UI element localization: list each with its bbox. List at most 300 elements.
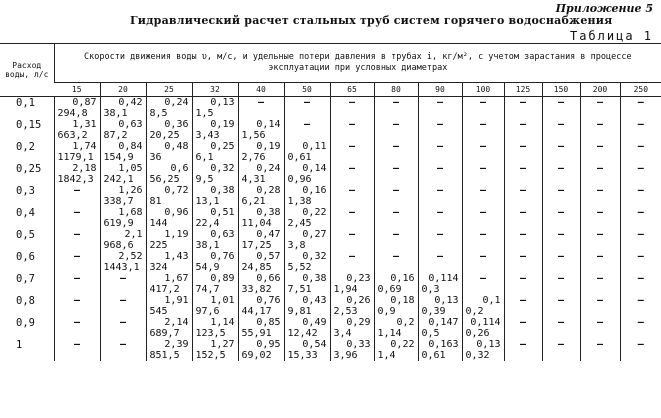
pressure-loss-value: 619,9: [103, 218, 134, 229]
empty-dash: —: [348, 97, 356, 108]
empty-dash: —: [73, 229, 81, 240]
value-cell: [462, 119, 504, 141]
pressure-loss-value: 0,26: [465, 328, 490, 339]
table-row: [0, 251, 661, 273]
pressure-loss-value: 1,5: [195, 108, 214, 119]
diameter-header: 20: [100, 83, 146, 97]
table-row: [0, 185, 661, 207]
empty-dash: —: [73, 251, 81, 262]
pressure-loss-value: 36: [149, 152, 162, 163]
flow-rate-cell: 0,25: [16, 163, 42, 175]
pressure-loss-value: 0,69: [377, 284, 402, 295]
table-row: [0, 229, 661, 251]
pressure-loss-value: 13,1: [195, 196, 220, 207]
value-cell: [462, 97, 504, 120]
empty-dash: —: [637, 251, 644, 262]
pressure-loss-value: 0,39: [421, 306, 446, 317]
value-cell: [146, 273, 192, 295]
value-cell: [580, 97, 620, 120]
value-cell: [620, 141, 661, 163]
pressure-loss-value: 6,1: [195, 152, 214, 163]
empty-dash: —: [73, 295, 81, 306]
flow-rate-cell: 0,9: [16, 317, 35, 329]
value-cell: [580, 229, 620, 251]
pressure-loss-value: 152,5: [195, 350, 226, 361]
empty-dash: —: [73, 317, 81, 328]
empty-dash: —: [348, 185, 356, 196]
pressure-loss-value: 123,5: [195, 328, 226, 339]
pressure-loss-value: 0,9: [377, 306, 396, 317]
pressure-loss-value: 6,21: [241, 196, 266, 207]
document-title: Гидравлический расчет стальных труб систем горячего водоснабжения: [130, 14, 613, 27]
value-cell: [238, 273, 284, 295]
pressure-loss-value: 22,4: [195, 218, 220, 229]
velocity-value: 1,26: [118, 185, 143, 196]
empty-dash: —: [519, 97, 527, 108]
pressure-loss-value: 3,96: [333, 350, 358, 361]
velocity-value: 2,18: [72, 163, 97, 174]
value-cell: [284, 163, 330, 185]
velocity-value: 0,13: [210, 97, 235, 108]
value-cell: [374, 229, 418, 251]
velocity-value: 0,43: [302, 295, 327, 306]
empty-dash: —: [596, 295, 604, 306]
value-cell: [284, 229, 330, 251]
empty-dash: —: [519, 273, 527, 284]
value-cell: [100, 185, 146, 207]
empty-dash: —: [348, 163, 356, 174]
velocity-value: 1,05: [118, 163, 143, 174]
value-cell: [146, 295, 192, 317]
value-cell: [374, 119, 418, 141]
velocity-value: 0,13: [434, 295, 459, 306]
pressure-loss-value: 0,61: [421, 350, 446, 361]
empty-dash: —: [348, 119, 356, 130]
value-cell: [620, 163, 661, 185]
velocity-value: 2,1: [124, 229, 143, 240]
value-cell: [374, 141, 418, 163]
value-cell: [54, 273, 100, 295]
value-cell: [374, 273, 418, 295]
hydraulic-table: [0, 43, 661, 361]
value-cell: [620, 185, 661, 207]
appendix-label: Приложение 5: [555, 2, 653, 15]
velocity-value: 0,27: [302, 229, 327, 240]
velocity-value: 0,76: [210, 251, 235, 262]
velocity-value: 0,18: [390, 295, 415, 306]
value-cell: [418, 119, 462, 141]
value-cell: [192, 229, 238, 251]
value-cell: [418, 163, 462, 185]
empty-dash: —: [557, 97, 565, 108]
velocity-value: 1,19: [164, 229, 189, 240]
velocity-value: 0,38: [256, 207, 281, 218]
pressure-loss-value: 144: [149, 218, 168, 229]
value-cell: [238, 251, 284, 273]
flow-rate-cell: 0,4: [16, 207, 35, 219]
value-cell: [146, 207, 192, 229]
empty-dash: —: [119, 317, 127, 328]
velocity-value: 0,14: [302, 163, 327, 174]
value-cell: [504, 251, 542, 273]
value-cell: [100, 273, 146, 295]
empty-dash: —: [557, 185, 565, 196]
diameter-header: 125: [504, 83, 542, 97]
empty-dash: —: [557, 273, 565, 284]
value-cell: [284, 273, 330, 295]
pressure-loss-value: 1,14: [377, 328, 402, 339]
velocity-value: 0,11: [302, 141, 327, 152]
pressure-loss-value: 56,25: [149, 174, 180, 185]
flow-rate-cell: 0,7: [16, 273, 35, 285]
pressure-loss-value: 1443,1: [103, 262, 140, 273]
pressure-loss-value: 1179,1: [57, 152, 94, 163]
pressure-loss-value: 81: [149, 196, 162, 207]
diameter-header: 25: [146, 83, 192, 97]
flow-rate-cell: 0,2: [16, 141, 35, 153]
empty-dash: —: [596, 317, 604, 328]
empty-dash: —: [596, 185, 604, 196]
empty-dash: —: [392, 207, 400, 218]
pressure-loss-value: 20,25: [149, 130, 180, 141]
empty-dash: —: [637, 119, 644, 130]
empty-dash: —: [519, 317, 527, 328]
value-cell: [146, 185, 192, 207]
value-cell: [504, 119, 542, 141]
velocity-value: 1,91: [164, 295, 189, 306]
velocity-value: 0,63: [118, 119, 143, 130]
empty-dash: —: [436, 119, 444, 130]
pressure-loss-value: 1,56: [241, 130, 266, 141]
value-cell: [146, 339, 192, 361]
value-cell: [146, 317, 192, 339]
velocity-value: 0,63: [210, 229, 235, 240]
pressure-loss-value: 3,43: [195, 130, 220, 141]
value-cell: [620, 251, 661, 273]
empty-dash: —: [479, 141, 487, 152]
diameter-header: 50: [284, 83, 330, 97]
diameter-header: 15: [54, 83, 100, 97]
value-cell: [504, 207, 542, 229]
pressure-loss-value: 324: [149, 262, 168, 273]
velocity-value: 0,2: [396, 317, 415, 328]
value-cell: [374, 251, 418, 273]
value-cell: [374, 295, 418, 317]
pressure-loss-value: 9,81: [287, 306, 312, 317]
empty-dash: —: [557, 317, 565, 328]
table-row: [0, 339, 661, 361]
value-cell: [374, 317, 418, 339]
velocity-value: 0,48: [164, 141, 189, 152]
value-cell: [542, 185, 580, 207]
value-cell: [580, 273, 620, 295]
empty-dash: —: [637, 207, 644, 218]
value-cell: [418, 207, 462, 229]
value-cell: [542, 207, 580, 229]
value-cell: [238, 141, 284, 163]
value-cell: [542, 317, 580, 339]
value-cell: [284, 141, 330, 163]
flow-rate-cell: 0,1: [16, 97, 35, 109]
value-cell: [580, 251, 620, 273]
value-cell: [580, 207, 620, 229]
empty-dash: —: [479, 163, 487, 174]
pressure-loss-value: 74,7: [195, 284, 220, 295]
pressure-loss-value: 0,3: [421, 284, 440, 295]
empty-dash: —: [596, 273, 604, 284]
diameter-header: 250: [620, 83, 661, 97]
velocity-value: 0,22: [390, 339, 415, 350]
empty-dash: —: [637, 317, 644, 328]
value-cell: [504, 97, 542, 120]
diameter-header: 150: [542, 83, 580, 97]
velocity-value: 0,26: [346, 295, 371, 306]
value-cell: [542, 251, 580, 273]
velocity-value: 1,01: [210, 295, 235, 306]
velocity-value: 0,87: [72, 97, 97, 108]
diameter-header: 100: [462, 83, 504, 97]
value-cell: [238, 317, 284, 339]
flow-rate-cell: 1: [16, 339, 23, 351]
velocity-value: 0,22: [302, 207, 327, 218]
empty-dash: —: [392, 119, 400, 130]
pressure-loss-value: 417,2: [149, 284, 180, 295]
pressure-loss-value: 1,4: [377, 350, 396, 361]
velocity-value: 0,14: [256, 119, 281, 130]
velocity-value: 0,66: [256, 273, 281, 284]
value-cell: [192, 119, 238, 141]
velocity-value: 0,95: [256, 339, 281, 350]
empty-dash: —: [436, 185, 444, 196]
empty-dash: —: [73, 273, 81, 284]
velocity-value: 0,19: [210, 119, 235, 130]
velocity-value: 0,114: [470, 317, 501, 328]
value-cell: [504, 273, 542, 295]
value-cell: [418, 97, 462, 120]
pressure-loss-value: 8,5: [149, 108, 168, 119]
value-cell: [330, 207, 374, 229]
value-cell: [284, 185, 330, 207]
value-cell: [580, 295, 620, 317]
diameter-header: 90: [418, 83, 462, 97]
value-cell: [284, 295, 330, 317]
pressure-loss-value: 1,38: [287, 196, 312, 207]
value-cell: [542, 97, 580, 120]
velocity-value: 0,84: [118, 141, 143, 152]
diameter-header: 80: [374, 83, 418, 97]
value-cell: [54, 163, 100, 185]
velocity-value: 2,14: [164, 317, 189, 328]
value-cell: [374, 339, 418, 361]
pressure-loss-value: 0,96: [287, 174, 312, 185]
diameter-header: 32: [192, 83, 238, 97]
velocity-value: 0,76: [256, 295, 281, 306]
velocity-value: 0,32: [210, 163, 235, 174]
value-cell: [146, 119, 192, 141]
value-cell: [418, 295, 462, 317]
empty-dash: —: [596, 251, 604, 262]
value-cell: [146, 251, 192, 273]
value-cell: [238, 97, 284, 120]
empty-dash: —: [479, 119, 487, 130]
empty-dash: —: [392, 251, 400, 262]
value-cell: [100, 163, 146, 185]
empty-dash: —: [637, 229, 644, 240]
table-row: [0, 97, 661, 120]
empty-dash: —: [519, 207, 527, 218]
pressure-loss-value: 44,17: [241, 306, 272, 317]
pressure-loss-value: 2,53: [333, 306, 358, 317]
velocity-value: 0,163: [428, 339, 459, 350]
empty-dash: —: [637, 185, 644, 196]
velocity-value: 0,114: [428, 273, 459, 284]
empty-dash: —: [392, 97, 400, 108]
value-cell: [462, 317, 504, 339]
value-cell: [542, 141, 580, 163]
value-cell: [192, 273, 238, 295]
empty-dash: —: [557, 229, 565, 240]
value-cell: [54, 229, 100, 251]
empty-dash: —: [519, 229, 527, 240]
pressure-loss-value: 0,61: [287, 152, 312, 163]
value-cell: [462, 229, 504, 251]
value-cell: [330, 163, 374, 185]
pressure-loss-value: 689,7: [149, 328, 180, 339]
value-cell: [418, 251, 462, 273]
empty-dash: —: [257, 97, 265, 108]
value-cell: [462, 251, 504, 273]
value-cell: [238, 119, 284, 141]
value-cell: [54, 97, 100, 120]
velocity-value: 1,74: [72, 141, 97, 152]
pressure-loss-value: 1,94: [333, 284, 358, 295]
empty-dash: —: [637, 97, 644, 108]
value-cell: [54, 251, 100, 273]
flow-rate-cell: 0,15: [16, 119, 42, 131]
diameter-header: 65: [330, 83, 374, 97]
pressure-loss-value: 1842,3: [57, 174, 94, 185]
value-cell: [238, 229, 284, 251]
empty-dash: —: [119, 273, 127, 284]
velocity-value: 0,1: [482, 295, 501, 306]
velocity-value: 0,42: [118, 97, 143, 108]
velocity-value: 0,36: [164, 119, 189, 130]
pressure-loss-value: 7,51: [287, 284, 312, 295]
empty-dash: —: [637, 295, 644, 306]
value-cell: [504, 339, 542, 361]
value-cell: [238, 295, 284, 317]
value-cell: [620, 339, 661, 361]
empty-dash: —: [119, 339, 127, 350]
value-cell: [462, 273, 504, 295]
velocity-value: 0,23: [346, 273, 371, 284]
velocity-value: 0,13: [476, 339, 501, 350]
empty-dash: —: [479, 229, 487, 240]
empty-dash: —: [596, 97, 604, 108]
velocity-value: 0,19: [256, 141, 281, 152]
pressure-loss-value: 242,1: [103, 174, 134, 185]
value-cell: [100, 317, 146, 339]
value-cell: [374, 97, 418, 120]
pressure-loss-value: 3,4: [333, 328, 352, 339]
value-cell: [330, 141, 374, 163]
value-cell: [418, 317, 462, 339]
value-cell: [284, 251, 330, 273]
empty-dash: —: [392, 185, 400, 196]
value-cell: [462, 163, 504, 185]
value-cell: [238, 207, 284, 229]
empty-dash: —: [557, 119, 565, 130]
velocity-value: 0,96: [164, 207, 189, 218]
value-cell: [580, 317, 620, 339]
pressure-loss-value: 17,25: [241, 240, 272, 251]
empty-dash: —: [436, 141, 444, 152]
pressure-loss-value: 15,33: [287, 350, 318, 361]
velocity-value: 0,51: [210, 207, 235, 218]
value-cell: [620, 97, 661, 120]
velocity-value: 0,28: [256, 185, 281, 196]
value-cell: [192, 339, 238, 361]
empty-dash: —: [73, 207, 81, 218]
velocity-value: 0,147: [428, 317, 459, 328]
pressure-loss-value: 154,9: [103, 152, 134, 163]
value-cell: [504, 141, 542, 163]
pressure-loss-value: 24,85: [241, 262, 272, 273]
empty-dash: —: [637, 163, 644, 174]
empty-dash: —: [557, 207, 565, 218]
pressure-loss-value: 968,6: [103, 240, 134, 251]
pressure-loss-value: 294,8: [57, 108, 88, 119]
pressure-loss-value: 0,32: [465, 350, 490, 361]
value-cell: [620, 273, 661, 295]
value-cell: [504, 229, 542, 251]
empty-dash: —: [436, 251, 444, 262]
empty-dash: —: [73, 339, 81, 350]
value-cell: [100, 207, 146, 229]
velocity-value: 0,24: [256, 163, 281, 174]
value-cell: [580, 185, 620, 207]
pressure-loss-value: 55,91: [241, 328, 272, 339]
value-cell: [100, 339, 146, 361]
empty-dash: —: [479, 185, 487, 196]
velocity-value: 1,14: [210, 317, 235, 328]
empty-dash: —: [596, 339, 604, 350]
value-cell: [238, 339, 284, 361]
empty-dash: —: [436, 163, 444, 174]
value-cell: [504, 185, 542, 207]
value-cell: [146, 229, 192, 251]
value-cell: [330, 295, 374, 317]
empty-dash: —: [348, 251, 356, 262]
pressure-loss-value: 851,5: [149, 350, 180, 361]
empty-dash: —: [637, 339, 644, 350]
value-cell: [542, 273, 580, 295]
diameter-header: 200: [580, 83, 620, 97]
empty-dash: —: [519, 339, 527, 350]
value-cell: [330, 185, 374, 207]
value-cell: [620, 229, 661, 251]
table-body: [0, 97, 661, 362]
value-cell: [284, 207, 330, 229]
value-cell: [580, 141, 620, 163]
pressure-loss-value: 225: [149, 240, 168, 251]
value-cell: [374, 163, 418, 185]
flow-rate-cell: 0,3: [16, 185, 35, 197]
rate-column-header: Расход воды, л/с: [0, 44, 54, 97]
velocity-value: 0,24: [164, 97, 189, 108]
value-cell: [462, 339, 504, 361]
empty-dash: —: [596, 119, 604, 130]
